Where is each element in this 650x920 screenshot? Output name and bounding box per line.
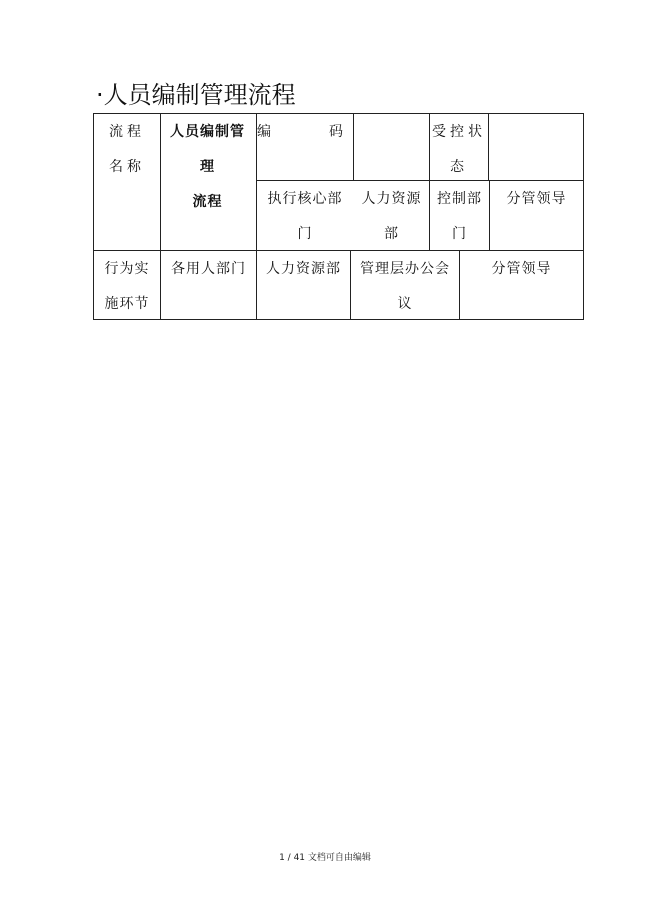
process-name-value: 人员编制管 理 流程 <box>170 124 245 210</box>
table-rule-row1 <box>256 180 583 181</box>
hr-dept-header: 人力资源 部 <box>361 191 422 242</box>
dept-in-use: 各用人部门 <box>171 261 246 277</box>
leader-action: 分管领导 <box>491 261 552 277</box>
process-name-label: 流程 名称 <box>109 124 145 175</box>
document-title: ·人员编制管理流程 <box>96 81 296 109</box>
leader-header: 分管领导 <box>506 191 567 207</box>
table-rule-col5-top <box>488 114 489 180</box>
page-footer: 1 / 41 文档可自由编辑 <box>279 853 371 863</box>
hr-dept-action: 人力资源部 <box>266 261 341 277</box>
management-meeting: 管理层办公会 议 <box>360 261 450 312</box>
control-dept: 控制部 门 <box>437 191 482 242</box>
exec-core-dept: 执行核心部 门 <box>267 191 343 242</box>
process-table <box>93 113 584 320</box>
controlled-status-label: 受控状 态 <box>432 124 486 175</box>
table-rule-col3-top <box>353 114 354 180</box>
code-label: 编 码 <box>257 124 353 140</box>
action-label: 行为实 施环节 <box>104 261 150 312</box>
